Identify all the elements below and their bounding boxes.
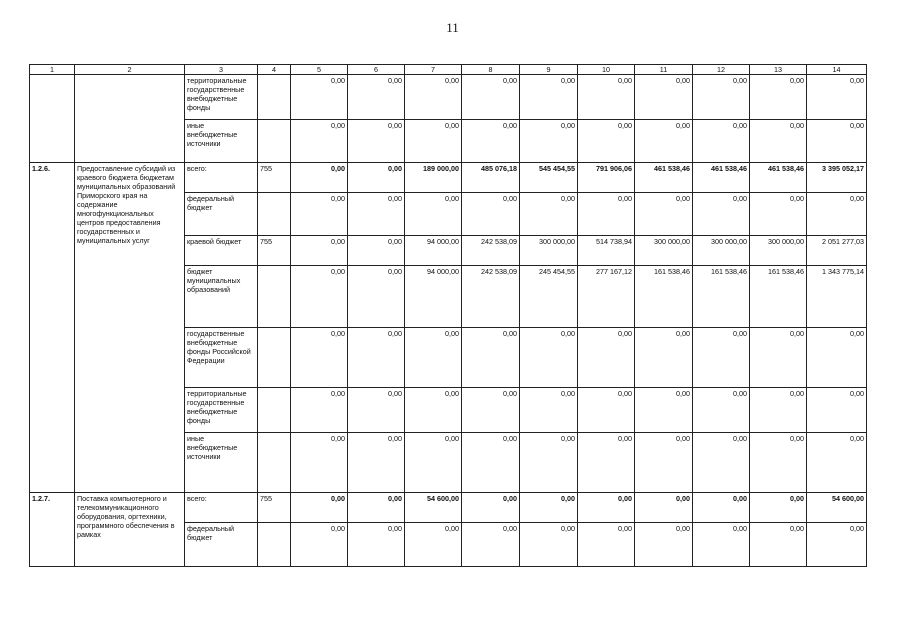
amount-cell: 0,00 <box>291 120 348 163</box>
amount-cell: 0,00 <box>405 523 462 567</box>
amount-cell: 0,00 <box>807 433 867 493</box>
amount-cell: 0,00 <box>520 523 578 567</box>
amount-cell: 0,00 <box>462 328 520 388</box>
amount-cell: 0,00 <box>635 493 693 523</box>
header-row <box>30 65 867 75</box>
amount-cell: 0,00 <box>578 523 635 567</box>
amount-cell: 0,00 <box>750 523 807 567</box>
amount-cell: 245 454,55 <box>520 266 578 328</box>
amount-cell: 300 000,00 <box>750 236 807 266</box>
col-header: 12 <box>693 65 750 75</box>
amount-cell: 300 000,00 <box>693 236 750 266</box>
amount-cell: 0,00 <box>750 433 807 493</box>
amount-cell: 0,00 <box>520 328 578 388</box>
amount-cell: 242 538,09 <box>462 236 520 266</box>
amount-cell: 0,00 <box>807 75 867 120</box>
amount-cell: 461 538,46 <box>693 163 750 193</box>
amount-cell: 242 538,09 <box>462 266 520 328</box>
amount-cell: 0,00 <box>291 193 348 236</box>
amount-cell: 0,00 <box>578 193 635 236</box>
funding-source-label: бюджет муниципальных образований <box>185 266 258 328</box>
amount-cell: 0,00 <box>578 493 635 523</box>
amount-cell: 0,00 <box>750 388 807 433</box>
amount-cell: 0,00 <box>578 120 635 163</box>
amount-cell: 54 600,00 <box>405 493 462 523</box>
col-header: 1 <box>30 65 75 75</box>
grbs-code: 755 <box>258 163 291 193</box>
item-name: Предоставление субсидий из краевого бюджета бюджетам муниципальных образований Приморского края на содержание многофункциональных центров предоставления государственных и муниципальных услуг <box>75 163 185 493</box>
amount-cell: 461 538,46 <box>750 163 807 193</box>
amount-cell: 0,00 <box>807 388 867 433</box>
amount-cell: 0,00 <box>520 433 578 493</box>
amount-cell: 0,00 <box>291 266 348 328</box>
amount-cell: 0,00 <box>635 75 693 120</box>
grbs-code <box>258 266 291 328</box>
amount-cell: 0,00 <box>291 493 348 523</box>
amount-cell: 0,00 <box>348 493 405 523</box>
amount-cell: 0,00 <box>693 523 750 567</box>
amount-cell: 514 738,94 <box>578 236 635 266</box>
amount-cell: 0,00 <box>693 328 750 388</box>
item-1-2-6-block <box>30 163 867 493</box>
amount-cell: 0,00 <box>520 193 578 236</box>
funding-source-label: территориальные государственные внебюджетные фонды <box>185 75 258 120</box>
amount-cell: 0,00 <box>578 75 635 120</box>
amount-cell: 0,00 <box>291 433 348 493</box>
funding-source-label: всего: <box>185 163 258 193</box>
amount-cell: 0,00 <box>693 388 750 433</box>
col-header: 2 <box>75 65 185 75</box>
funding-source-label: иные внебюджетные источники <box>185 120 258 163</box>
amount-cell: 0,00 <box>291 388 348 433</box>
amount-cell: 0,00 <box>635 388 693 433</box>
amount-cell: 0,00 <box>807 328 867 388</box>
amount-cell: 0,00 <box>405 193 462 236</box>
table-row <box>30 493 867 523</box>
col-header: 5 <box>291 65 348 75</box>
amount-cell: 0,00 <box>348 236 405 266</box>
continuation-block <box>30 75 867 163</box>
col-header: 8 <box>462 65 520 75</box>
amount-cell: 0,00 <box>750 75 807 120</box>
amount-cell: 0,00 <box>462 193 520 236</box>
amount-cell: 0,00 <box>807 120 867 163</box>
amount-cell: 0,00 <box>807 523 867 567</box>
amount-cell: 161 538,46 <box>635 266 693 328</box>
amount-cell: 277 167,12 <box>578 266 635 328</box>
budget-table <box>29 64 867 567</box>
amount-cell: 0,00 <box>405 328 462 388</box>
amount-cell: 0,00 <box>520 388 578 433</box>
amount-cell: 0,00 <box>348 523 405 567</box>
amount-cell: 0,00 <box>348 328 405 388</box>
amount-cell: 791 906,06 <box>578 163 635 193</box>
col-header: 10 <box>578 65 635 75</box>
amount-cell: 0,00 <box>520 493 578 523</box>
amount-cell: 0,00 <box>750 493 807 523</box>
amount-cell: 0,00 <box>462 120 520 163</box>
amount-cell: 3 395 052,17 <box>807 163 867 193</box>
grbs-code: 755 <box>258 493 291 523</box>
amount-cell: 0,00 <box>291 163 348 193</box>
amount-cell: 0,00 <box>750 120 807 163</box>
col-header: 14 <box>807 65 867 75</box>
amount-cell: 0,00 <box>291 328 348 388</box>
amount-cell: 0,00 <box>693 75 750 120</box>
funding-source-label: федеральный бюджет <box>185 193 258 236</box>
amount-cell: 0,00 <box>693 193 750 236</box>
grbs-code <box>258 433 291 493</box>
amount-cell: 0,00 <box>462 388 520 433</box>
amount-cell: 0,00 <box>693 493 750 523</box>
amount-cell: 461 538,46 <box>635 163 693 193</box>
amount-cell: 0,00 <box>405 433 462 493</box>
amount-cell: 0,00 <box>578 388 635 433</box>
grbs-code <box>258 328 291 388</box>
amount-cell: 0,00 <box>807 193 867 236</box>
amount-cell: 161 538,46 <box>750 266 807 328</box>
amount-cell: 0,00 <box>348 193 405 236</box>
grbs-code <box>258 120 291 163</box>
col-header: 7 <box>405 65 462 75</box>
funding-source-label: государственные внебюджетные фонды Российской Федерации <box>185 328 258 388</box>
grbs-code <box>258 388 291 433</box>
item-number <box>30 75 75 163</box>
item-1-2-7-block <box>30 493 867 567</box>
amount-cell: 0,00 <box>635 328 693 388</box>
amount-cell: 0,00 <box>405 75 462 120</box>
col-header: 3 <box>185 65 258 75</box>
amount-cell: 0,00 <box>348 75 405 120</box>
amount-cell: 94 000,00 <box>405 236 462 266</box>
amount-cell: 0,00 <box>520 75 578 120</box>
amount-cell: 189 000,00 <box>405 163 462 193</box>
amount-cell: 0,00 <box>693 120 750 163</box>
page-number: 11 <box>446 20 459 35</box>
amount-cell: 94 000,00 <box>405 266 462 328</box>
amount-cell: 0,00 <box>635 193 693 236</box>
col-header: 13 <box>750 65 807 75</box>
amount-cell: 161 538,46 <box>693 266 750 328</box>
amount-cell: 0,00 <box>348 433 405 493</box>
funding-source-label: краевой бюджет <box>185 236 258 266</box>
amount-cell: 300 000,00 <box>520 236 578 266</box>
amount-cell: 0,00 <box>291 75 348 120</box>
amount-cell: 0,00 <box>405 388 462 433</box>
col-header: 4 <box>258 65 291 75</box>
amount-cell: 300 000,00 <box>635 236 693 266</box>
amount-cell: 0,00 <box>635 433 693 493</box>
amount-cell: 0,00 <box>348 266 405 328</box>
table-row <box>30 163 867 193</box>
amount-cell: 0,00 <box>520 120 578 163</box>
table-row <box>30 75 867 120</box>
grbs-code <box>258 75 291 120</box>
funding-source-label: федеральный бюджет <box>185 523 258 567</box>
funding-source-label: иные внебюджетные источники <box>185 433 258 493</box>
amount-cell: 0,00 <box>693 433 750 493</box>
amount-cell: 0,00 <box>291 523 348 567</box>
amount-cell: 0,00 <box>291 236 348 266</box>
amount-cell: 0,00 <box>578 433 635 493</box>
amount-cell: 1 343 775,14 <box>807 266 867 328</box>
amount-cell: 0,00 <box>462 433 520 493</box>
amount-cell: 0,00 <box>635 120 693 163</box>
item-number: 1.2.7. <box>30 493 75 567</box>
col-header: 11 <box>635 65 693 75</box>
amount-cell: 54 600,00 <box>807 493 867 523</box>
col-header: 6 <box>348 65 405 75</box>
amount-cell: 0,00 <box>750 328 807 388</box>
amount-cell: 485 076,18 <box>462 163 520 193</box>
item-name: Поставка компьютерного и телекоммуникационного оборудования, оргтехники, программного обеспечения в рамках <box>75 493 185 567</box>
amount-cell: 545 454,55 <box>520 163 578 193</box>
amount-cell: 0,00 <box>348 388 405 433</box>
item-number: 1.2.6. <box>30 163 75 493</box>
item-name <box>75 75 185 163</box>
amount-cell: 0,00 <box>348 120 405 163</box>
amount-cell: 0,00 <box>405 120 462 163</box>
amount-cell: 0,00 <box>462 523 520 567</box>
amount-cell: 0,00 <box>635 523 693 567</box>
grbs-code: 755 <box>258 236 291 266</box>
amount-cell: 0,00 <box>462 75 520 120</box>
grbs-code <box>258 193 291 236</box>
col-header: 9 <box>520 65 578 75</box>
amount-cell: 0,00 <box>348 163 405 193</box>
funding-source-label: территориальные государственные внебюджетные фонды <box>185 388 258 433</box>
amount-cell: 0,00 <box>462 493 520 523</box>
amount-cell: 0,00 <box>750 193 807 236</box>
funding-source-label: всего: <box>185 493 258 523</box>
amount-cell: 0,00 <box>578 328 635 388</box>
amount-cell: 2 051 277,03 <box>807 236 867 266</box>
grbs-code <box>258 523 291 567</box>
